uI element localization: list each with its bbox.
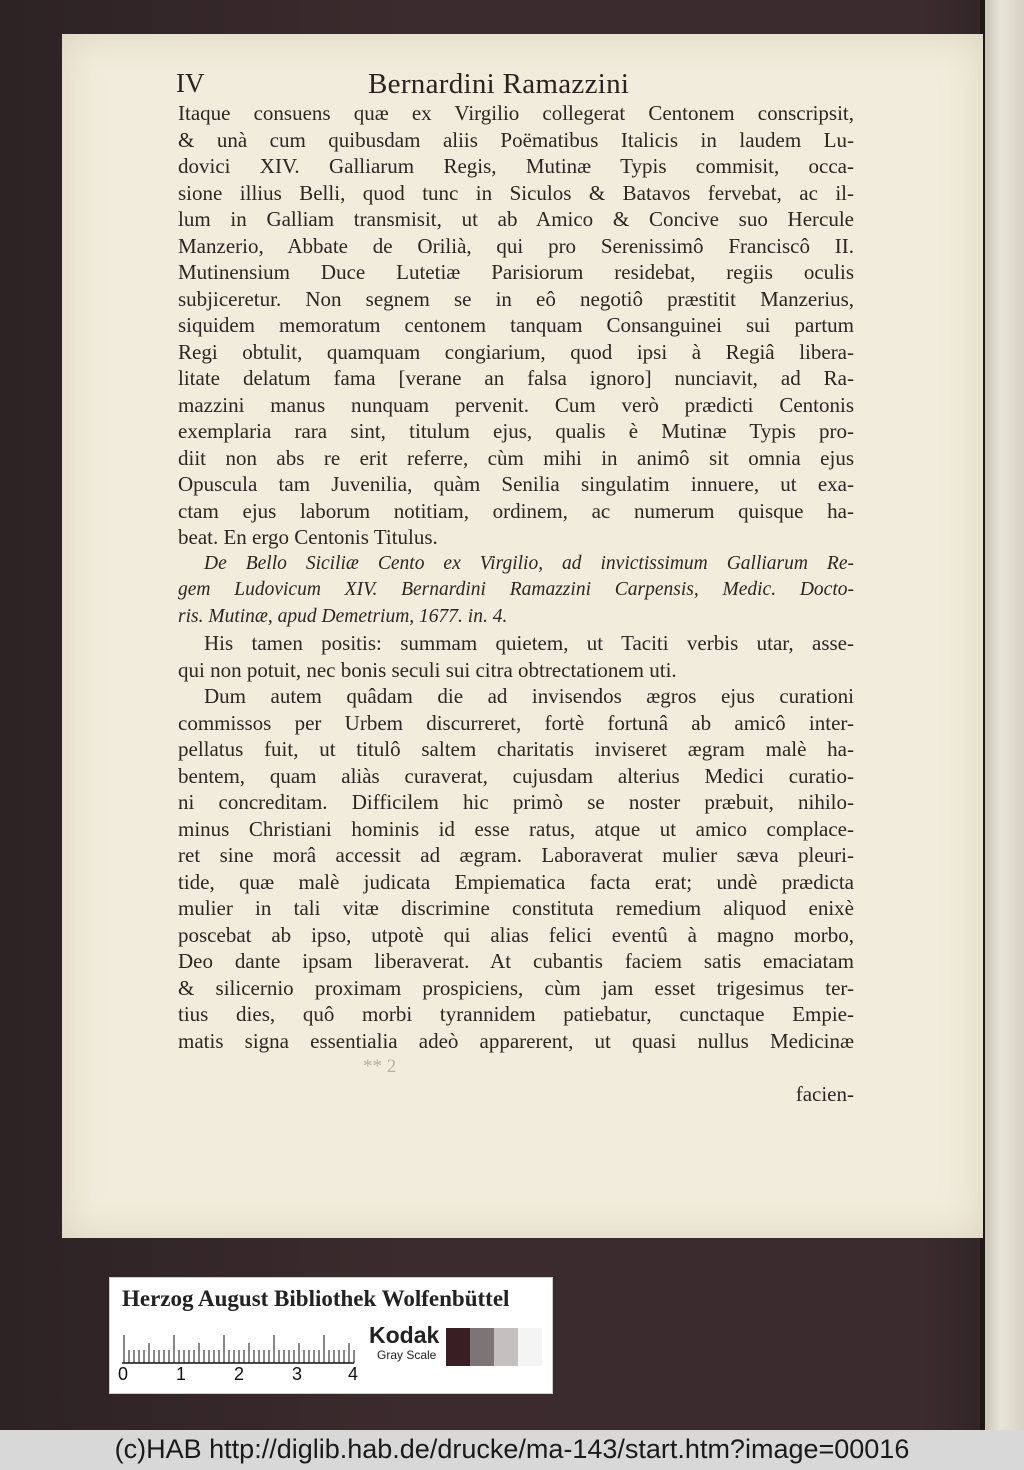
- text-line: bentem, quam aliàs curaverat, cujusdam alterius Medici curatio-: [178, 763, 854, 788]
- citation-line: De Bello Siciliæ Cento ex Virgilio, ad invictissimum Galliarum Re-: [204, 552, 854, 574]
- text-line: poscebat ab ipso, utpotè qui alias felici eventû à magno morbo,: [178, 922, 854, 947]
- ruler-number: 3: [292, 1364, 303, 1384]
- source-url: (c)HAB http://diglib.hab.de/drucke/ma-143/start.htm?image=00016: [114, 1434, 910, 1464]
- signature-mark: ** 2: [363, 1056, 397, 1077]
- running-title: Bernardini Ramazzini: [368, 68, 630, 100]
- text-line: minus Christiani hominis id esse ratus, atque ut amico complace-: [178, 816, 854, 841]
- library-name: Herzog August Bibliothek Wolfenbüttel: [122, 1286, 510, 1311]
- text-line: litate delatum fama [verane an falsa ignoro] nunciavit, ad Ra-: [178, 366, 854, 390]
- text-line: siquidem memoratum centonem tanquam Consanguinei sui partum: [178, 313, 854, 337]
- next-page-edge: [985, 0, 1024, 1430]
- gray-swatch: [494, 1328, 518, 1366]
- text-line: Regi obtulit, quamquam congiarium, quod ipsi à Regiâ libera-: [178, 339, 854, 364]
- text-line: Itaque consuens quæ ex Virgilio collegerat Centonem conscripsit,: [178, 101, 854, 125]
- color-calibration-card: [109, 1277, 553, 1394]
- catchword: facien-: [795, 1081, 854, 1106]
- text-line: pellatus fuit, ut titulô saltem charitatis inviseret ægram malè ha-: [178, 737, 854, 761]
- page-body: [178, 100, 854, 1107]
- text-line: dovici XIV. Galliarum Regis, Mutinæ Typis commisit, occa-: [178, 154, 854, 178]
- ruler-numbers: [118, 1364, 368, 1388]
- text-line: subjiceretur. Non segnem se in eô negotiô præstitit Manzerius,: [178, 286, 854, 311]
- page-number: IV: [176, 68, 205, 98]
- gray-swatch: [518, 1328, 542, 1366]
- text-line: Deo dante ipsam liberaverat. At cubantis faciem satis emaciatam: [178, 949, 854, 973]
- footer-bar: [0, 1430, 1024, 1470]
- text-line: ni concreditam. Difficilem hic primò se noster præbuit, nihilo-: [178, 790, 854, 814]
- text-line: & silicernio proximam prospiciens, cùm jam esset trigesimus ter-: [178, 975, 854, 1000]
- text-line: Dum autem quâdam die ad invisendos ægros ejus curationi: [204, 684, 854, 708]
- text-line: commissos per Urbem discurreret, fortè fortunâ ab amicô inter-: [178, 710, 854, 735]
- text-line: Opuscula tam Juvenilia, quàm Senilia singulatim innuere, ut exa-: [178, 472, 854, 496]
- text-line: mazzini manus nunquam pervenit. Cum verò prædicti Centonis: [178, 392, 854, 417]
- text-line: matis signa essentialia adeò apparerent, ut quasi nullus Medicinæ: [178, 1028, 854, 1053]
- text-line: tide, quæ malè judicata Empiematica facta erat; undè prædicta: [178, 869, 854, 894]
- text-line: exemplaria rara sint, titulum ejus, qualis è Mutinæ Typis pro-: [178, 419, 854, 443]
- ruler-number: 1: [176, 1364, 187, 1384]
- citation-line: ris. Mutinæ, apud Demetrium, 1677. in. 4.: [178, 605, 508, 627]
- text-line: & unà cum quibusdam aliis Poëmatibus Italicis in laudem Lu-: [178, 127, 854, 152]
- text-line: tius dies, quô morbi tyrannidem patiebatur, cunctaque Empie-: [178, 1002, 854, 1026]
- gray-swatch: [470, 1328, 494, 1366]
- grayscale-swatches: [446, 1328, 542, 1366]
- text-line: beat. En ergo Centonis Titulus.: [178, 525, 438, 549]
- text-line: mulier in tali vitæ discrimine constituta remedium aliquod enixè: [178, 896, 854, 920]
- text-line: Mutinensium Duce Lutetiæ Parisiorum residebat, regiis oculis: [178, 260, 854, 284]
- ruler-number: 0: [118, 1364, 129, 1384]
- text-line: diit non abs re erit referre, cùm mihi in animô sit omnia ejus: [178, 445, 854, 470]
- kodak-logo: Kodak: [369, 1322, 440, 1348]
- citation-line: gem Ludovicum XIV. Bernardini Ramazzini Carpensis, Medic. Docto-: [178, 579, 854, 600]
- ruler-scale: [122, 1325, 362, 1365]
- text-line: lum in Galliam transmisit, ut ab Amico & Concive suo Hercule: [178, 207, 854, 231]
- ruler-number: 2: [234, 1364, 245, 1384]
- ruler-number: 4: [348, 1364, 359, 1384]
- grayscale-label: Gray Scale: [377, 1348, 437, 1362]
- text-line: qui non potuit, nec bonis seculi sui citra obtrectationem uti.: [178, 657, 677, 682]
- gray-swatch: [446, 1328, 470, 1366]
- text-line: His tamen positis: summam quietem, ut Taciti verbis utar, asse-: [204, 631, 854, 655]
- text-line: ret sine morâ accessit ad ægram. Laboraverat mulier sæva pleuri-: [178, 843, 854, 867]
- text-line: ctam ejus laborum notitiam, ordinem, ac numerum quisque ha-: [178, 498, 854, 523]
- text-line: sione illius Belli, quod tunc in Siculos & Batavos fervebat, ac il-: [178, 180, 854, 205]
- text-line: Manzerio, Abbate de Orilià, qui pro Serenissimô Franciscô II.: [178, 233, 854, 258]
